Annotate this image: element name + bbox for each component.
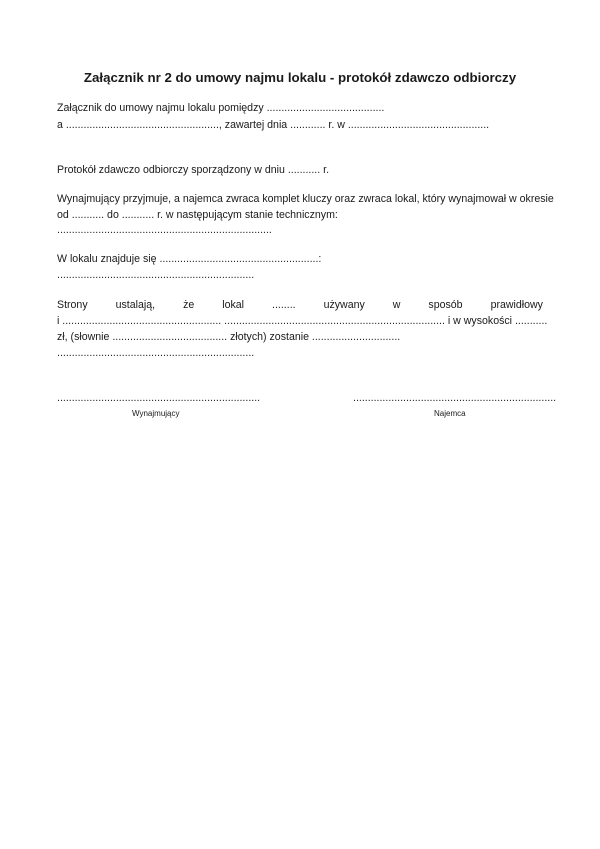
keys-return-justified	[57, 191, 554, 207]
agreement-line-2: i ...................................................... ........................................................................... i w wysokości ...........	[57, 315, 548, 327]
document-title: Załącznik nr 2 do umowy najmu lokalu - protokół zdawczo odbiorczy	[83, 70, 517, 85]
keys-return-text: Wynajmujący przyjmuje, a najemca zwraca komplet kluczy oraz zwraca lokal, który wynajmował w okresie	[57, 193, 554, 205]
agreement-word: że	[183, 299, 195, 311]
tenant-signature-line: .....................................................................	[353, 392, 557, 404]
keys-return-line-3: .........................................................................	[57, 224, 272, 236]
intro-line-1: Załącznik do umowy najmu lokalu pomiędzy ........................................	[57, 102, 385, 114]
agreement-line-1	[57, 297, 543, 313]
agreement-line-4: ...................................................................	[57, 347, 255, 359]
agreement-word: Strony	[57, 299, 88, 311]
agreement-line-3: zł, (słownie ....................................... złotych) zostanie ..............................	[57, 331, 401, 343]
agreement-word: używany	[323, 299, 365, 311]
agreement-word: ustalają,	[115, 299, 156, 311]
agreement-justified	[57, 297, 543, 313]
agreement-word: ........	[272, 299, 296, 311]
tenant-signature-label: Najemca	[434, 409, 466, 418]
agreement-word: sposób	[428, 299, 463, 311]
keys-return-line-1	[57, 191, 554, 207]
inventory-line-1: W lokalu znajduje się ......................................................:	[57, 253, 322, 265]
landlord-signature-label: Wynajmujący	[132, 409, 180, 418]
agreement-word: lokal	[222, 299, 245, 311]
protocol-date-line: Protokół zdawczo odbiorczy sporządzony w dniu ........... r.	[57, 164, 330, 176]
inventory-line-2: ...................................................................	[57, 269, 255, 281]
landlord-signature-line: .....................................................................	[57, 392, 261, 404]
keys-return-line-2: od ........... do ........... r. w następującym stanie technicznym:	[57, 209, 338, 221]
agreement-word: prawidłowy	[490, 299, 543, 311]
agreement-word: w	[392, 299, 401, 311]
intro-line-2: a ...................................................., zawartej dnia ............ r. w ................................................	[57, 119, 490, 131]
